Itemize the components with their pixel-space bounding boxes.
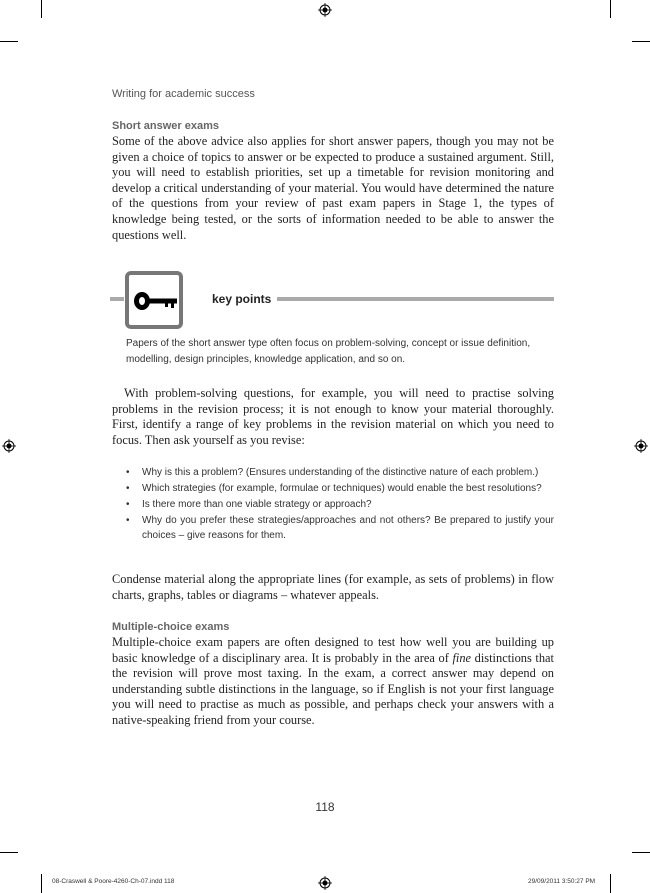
- list-item: • Which strategies (for example, formulae or techniques) would enable the best resolutions?: [126, 481, 554, 496]
- running-head: Writing for academic success: [112, 88, 255, 100]
- question-list: [126, 465, 554, 544]
- crop-mark: [0, 852, 18, 853]
- key-points-label: key points: [212, 292, 272, 306]
- section-heading-short-answer: Short answer exams: [112, 120, 219, 132]
- registration-mark-icon: [318, 876, 332, 890]
- crop-mark: [0, 41, 18, 42]
- slug-file: 08-Craswell & Poore-4260-Ch-07.indd 118: [52, 878, 175, 885]
- slug-date-time: 29/09/2011 3:50:27 PM: [528, 878, 596, 885]
- short-answer-paragraph: Some of the above advice also applies for short answer papers, though you may not be given a choice of topics to answer or be expected to produce a sustained argument. Still, you will need to establish priorities, set up a timetable for revision monitoring and develop a critical understanding of your material. You would have determined the nature of the questions from your review of past exam papers in Stage 1, the types of knowledge being tested, or the sorts of information needed to be able to answer the questions well.: [112, 134, 554, 242]
- registration-mark-icon: [2, 439, 16, 453]
- crop-mark: [632, 41, 650, 42]
- crop-mark: [632, 852, 650, 853]
- list-item: • Is there more than one viable strategy or approach?: [126, 497, 554, 512]
- key-points-box: [125, 271, 183, 329]
- crop-mark: [610, 0, 611, 18]
- key-icon: [129, 275, 179, 325]
- key-points-rule: [277, 297, 554, 301]
- crop-mark: [41, 0, 42, 18]
- section-heading-multiple-choice: Multiple-choice exams: [112, 621, 230, 633]
- page-number: 118: [315, 800, 335, 814]
- emphasis-word: fine: [452, 650, 472, 665]
- crop-mark: [610, 874, 611, 893]
- list-item: • Why do you prefer these strategies/approaches and not others? Be prepared to justify your choices – give reasons for them.: [126, 513, 554, 543]
- key-points-text: Papers of the short answer type often focus on problem-solving, concept or issue definition, modelling, design principles, knowledge application, and so on.: [126, 338, 531, 365]
- key-points-rule: [110, 297, 124, 301]
- condense-paragraph: Condense material along the appropriate lines (for example, as sets of problems) in flow charts, graphs, tables or diagrams – whatever appeals.: [112, 572, 554, 602]
- multiple-choice-paragraph: [112, 635, 554, 729]
- list-item: • Why is this a problem? (Ensures understanding of the distinctive nature of each problem.): [126, 465, 554, 480]
- registration-mark-icon: [318, 3, 332, 17]
- multiple-choice-text: distinctions that the revision will prove most taxing. In the exam, a correct answer may depend on understanding subtle distinctions in the language, so if English is not your first language you will need to practise as much as possible, and perhaps check your answers with a native-speaking friend from your course.: [112, 650, 554, 727]
- multiple-choice-text: Multiple-choice exam papers are often designed to test how well you are building up basic knowledge of a disciplinary area. It is probably in the area of: [112, 635, 554, 665]
- crop-mark: [41, 874, 42, 893]
- registration-mark-icon: [634, 439, 648, 453]
- problem-solving-paragraph: With problem-solving questions, for example, you will need to practise solving problems in the revision process; it is not enough to know your material thoroughly. First, identify a range of key problems in the revision material on which you need to focus. Then ask yourself as you revise:: [112, 386, 554, 447]
